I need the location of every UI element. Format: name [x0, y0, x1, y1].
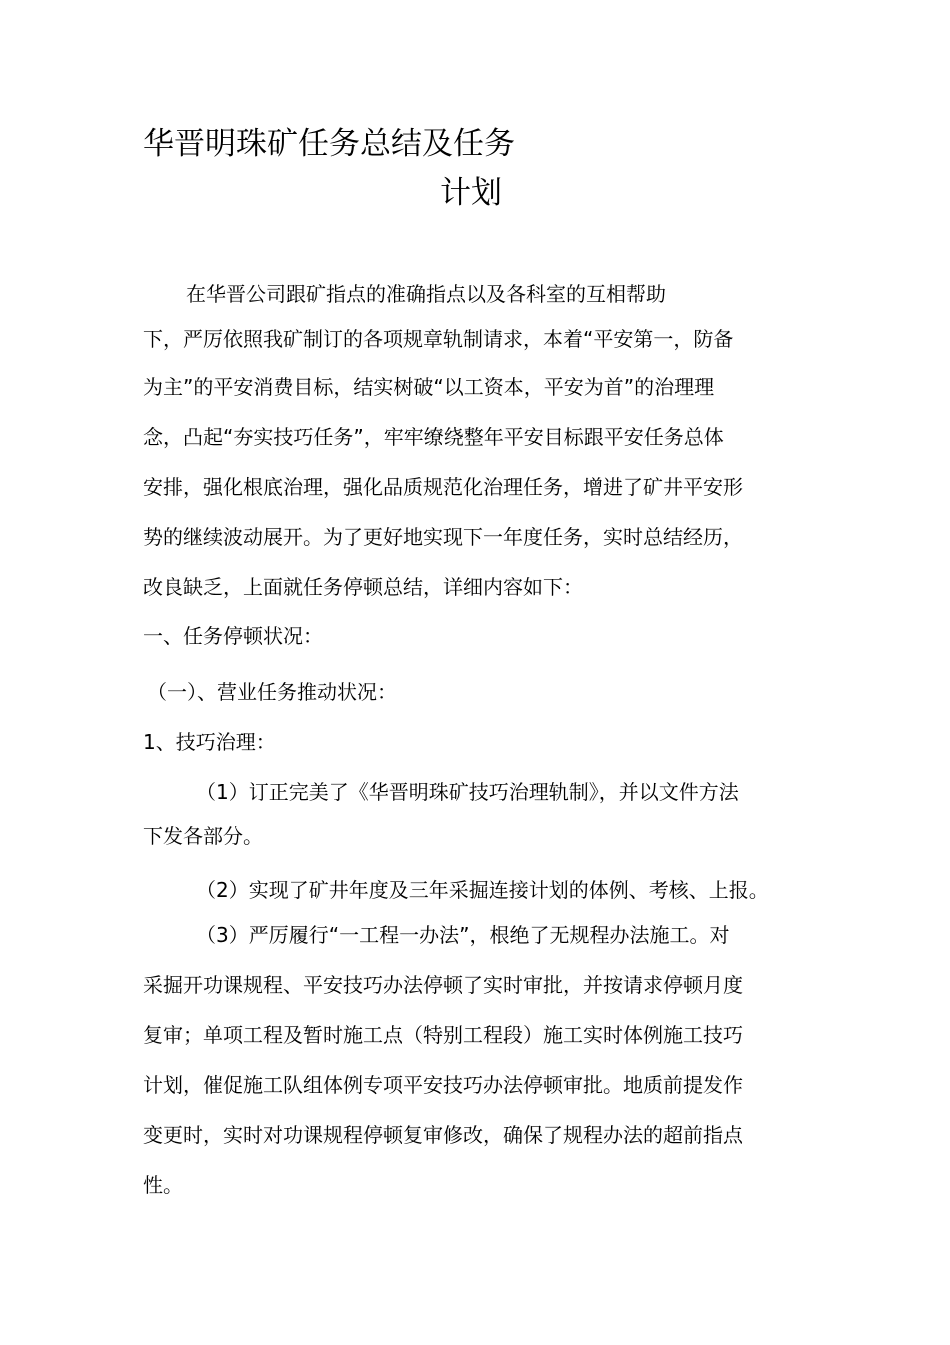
body-line-item3-b: 采掘开功课规程、平安技巧办法停顿了实时审批，并按请求停顿月度 — [143, 973, 743, 997]
body-line-item2: （2）实现了矿井年度及三年采掘连接计划的体例、考核、上报。 — [196, 878, 769, 902]
body-line-item3-d: 计划，催促施工队组体例专项平安技巧办法停顿审批。地质前提发作 — [143, 1073, 743, 1097]
body-line-3: 为主”的平安消费目标，结实树破“以工资本，平安为首”的治理理 — [143, 375, 715, 399]
body-line-2: 下，严厉依照我矿制订的各项规章轨制请求，本着“平安第一，防备 — [143, 327, 734, 351]
item-heading-1: 1、技巧治理： — [143, 730, 276, 754]
body-line-6: 势的继续波动展开。为了更好地实现下一年度任务，实时总结经历， — [143, 525, 743, 549]
body-line-item3-a: （3）严厉履行“一工程一办法”，根绝了无规程办法施工。对 — [196, 923, 730, 947]
body-line-4: 念，凸起“夯实技巧任务”，牢牢缭绕整年平安目标跟平安任务总体 — [143, 425, 724, 449]
body-line-5: 安排，强化根底治理，强化品质规范化治理任务，增进了矿井平安形 — [143, 475, 743, 499]
body-line-7: 改良缺乏，上面就任务停顿总结，详细内容如下： — [143, 575, 583, 599]
document-title-line-2: 计划 — [440, 175, 502, 211]
body-line-item3-e: 变更时，实时对功课规程停顿复审修改，确保了规程办法的超前指点 — [143, 1123, 743, 1147]
body-line-item1-a: （1）订正完美了《华晋明珠矿技巧治理轨制》，并以文件方法 — [196, 780, 739, 804]
body-line-item1-b: 下发各部分。 — [143, 824, 263, 848]
body-line-1: 在华晋公司跟矿指点的准确指点以及各科室的互相帮助 — [186, 282, 666, 306]
body-line-item3-c: 复审；单项工程及暂时施工点（特别工程段）施工实时体例施工技巧 — [143, 1023, 743, 1047]
body-line-item3-f: 性。 — [143, 1173, 183, 1197]
subsection-heading-1: （一）、营业任务推动状况： — [147, 680, 397, 704]
section-heading-1: 一、任务停顿状况： — [143, 624, 323, 648]
document-title-line-1: 华晋明珠矿任务总结及任务 — [143, 126, 515, 162]
